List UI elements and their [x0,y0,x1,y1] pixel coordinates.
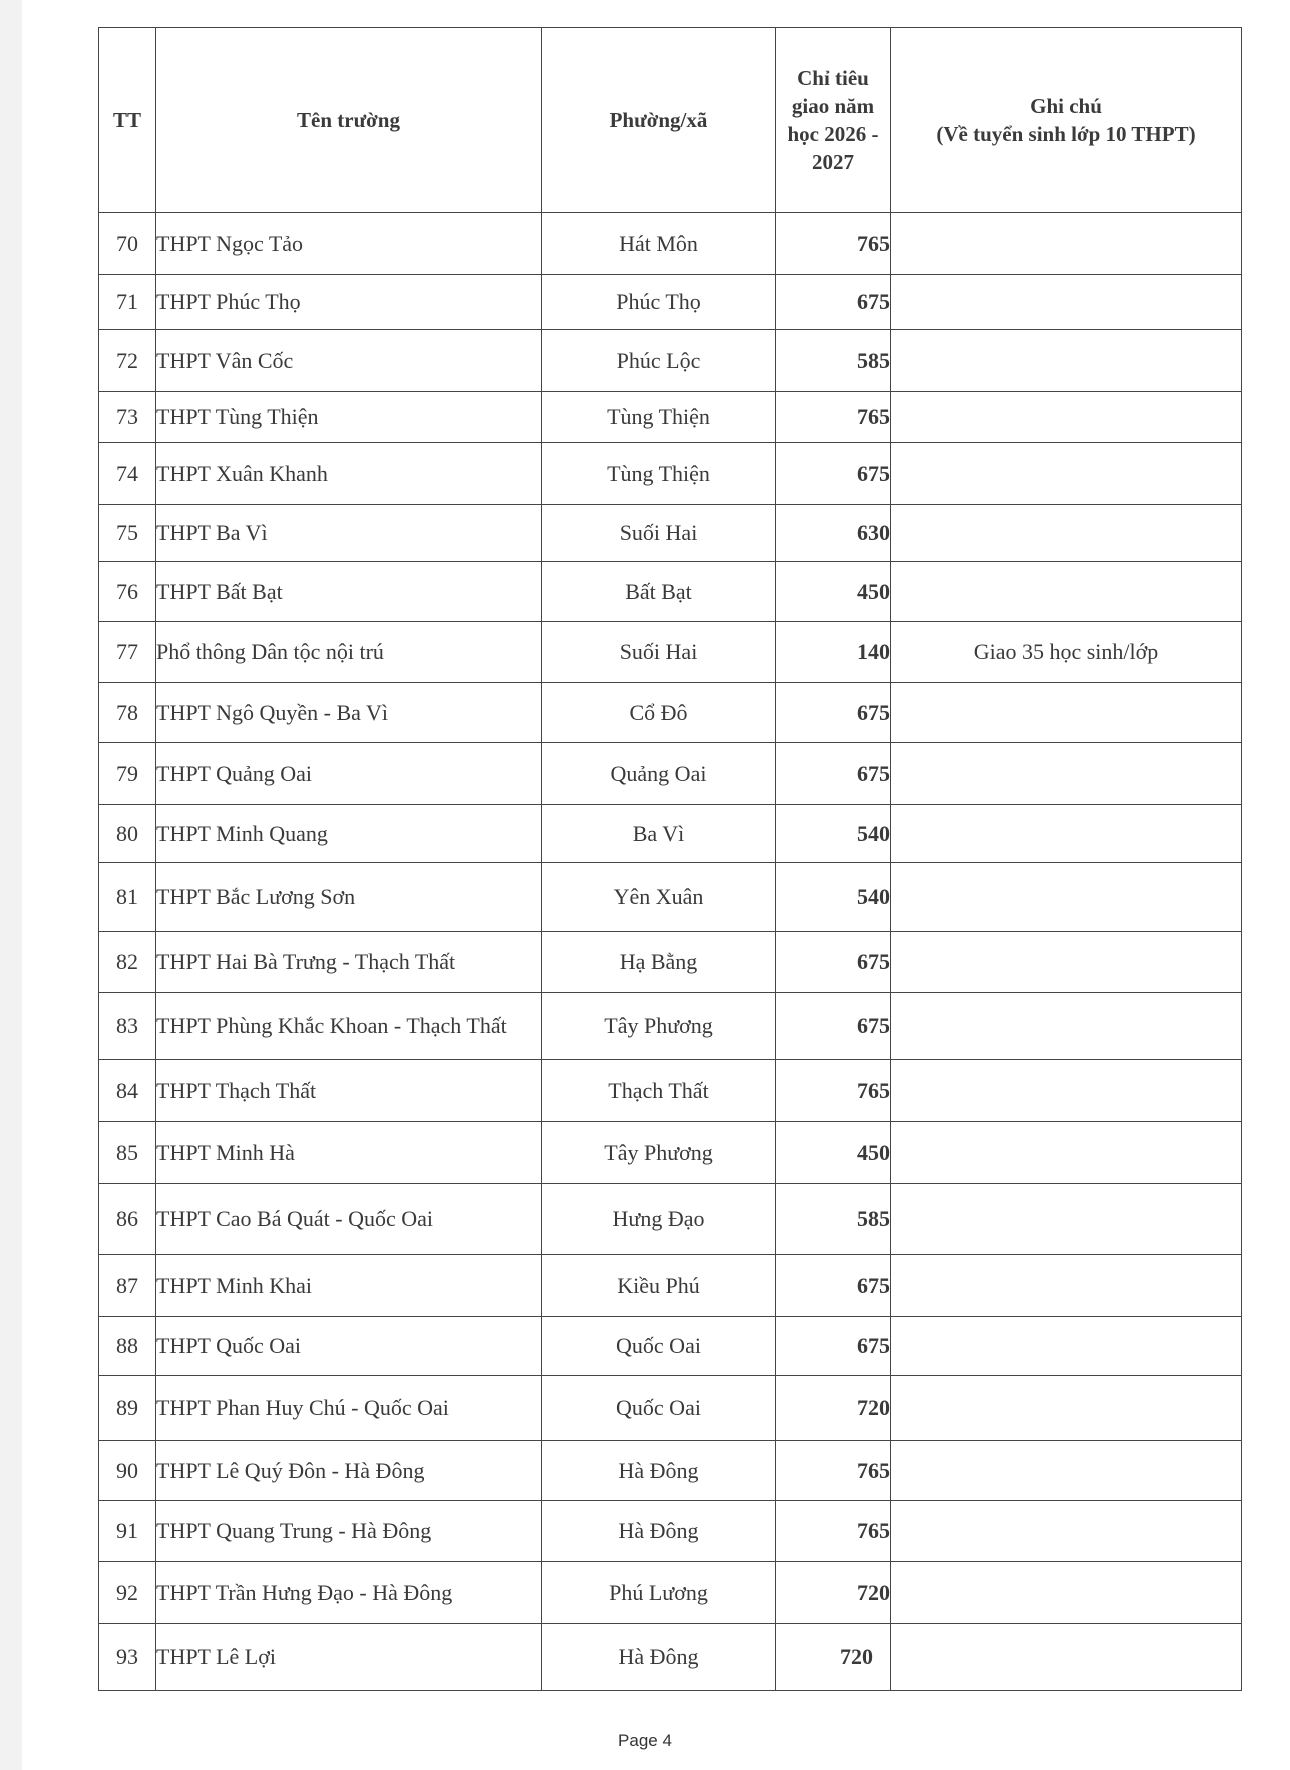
school-name: THPT Phan Huy Chú - Quốc Oai [156,1376,542,1441]
ward-name: Kiều Phú [542,1255,776,1317]
school-name: Phổ thông Dân tộc nội trú [156,622,542,683]
row-number: 71 [99,275,156,330]
quota-value: 675 [776,932,891,993]
row-number: 74 [99,443,156,505]
note-text [891,1624,1242,1691]
table-row [99,1501,1242,1562]
school-name: THPT Bất Bạt [156,562,542,622]
note-text [891,275,1242,330]
ward-name: Yên Xuân [542,863,776,932]
row-number: 93 [99,1624,156,1691]
table-row [99,743,1242,805]
school-name: THPT Quốc Oai [156,1317,542,1376]
row-number: 86 [99,1184,156,1255]
quota-value: 450 [776,562,891,622]
quota-value: 540 [776,805,891,863]
school-name: THPT Quang Trung - Hà Đông [156,1501,542,1562]
quota-value: 675 [776,275,891,330]
table-row [99,392,1242,443]
school-name: THPT Trần Hưng Đạo - Hà Đông [156,1562,542,1624]
table-row [99,1562,1242,1624]
quota-value: 675 [776,443,891,505]
header-quota [776,28,891,213]
quota-value: 140 [776,622,891,683]
ward-name: Tây Phương [542,1122,776,1184]
note-text [891,1060,1242,1122]
ward-name: Tùng Thiện [542,392,776,443]
table-row [99,805,1242,863]
ward-name: Tùng Thiện [542,443,776,505]
quota-value: 720 [776,1624,891,1691]
quota-value: 765 [776,1441,891,1501]
note-text [891,683,1242,743]
row-number: 78 [99,683,156,743]
school-name: THPT Ngô Quyền - Ba Vì [156,683,542,743]
row-number: 81 [99,863,156,932]
header-tt: TT [99,28,156,213]
table-row [99,275,1242,330]
table-row [99,1376,1242,1441]
table-row [99,1441,1242,1501]
note-text [891,443,1242,505]
ward-name: Phúc Lộc [542,330,776,392]
school-name: THPT Tùng Thiện [156,392,542,443]
row-number: 75 [99,505,156,562]
row-number: 77 [99,622,156,683]
school-quota-table [98,27,1242,1691]
header-school-name: Tên trường [156,28,542,213]
quota-value: 585 [776,1184,891,1255]
ward-name: Ba Vì [542,805,776,863]
row-number: 70 [99,213,156,275]
row-number: 89 [99,1376,156,1441]
note-text [891,1441,1242,1501]
school-name: THPT Phùng Khắc Khoan - Thạch Thất [156,993,542,1060]
header-quota-line: giao năm [791,94,875,118]
row-number: 76 [99,562,156,622]
note-text [891,505,1242,562]
quota-value: 540 [776,863,891,932]
ward-name: Hà Đông [542,1441,776,1501]
school-name: THPT Xuân Khanh [156,443,542,505]
ward-name: Quảng Oai [542,743,776,805]
table-row [99,562,1242,622]
note-text [891,1376,1242,1441]
quota-value: 765 [776,1060,891,1122]
table-row [99,1122,1242,1184]
school-name: THPT Phúc Thọ [156,275,542,330]
ward-name: Phú Lương [542,1562,776,1624]
row-number: 80 [99,805,156,863]
header-note [891,28,1242,213]
table-row [99,932,1242,993]
table-row [99,683,1242,743]
row-number: 91 [99,1501,156,1562]
page-number: Page 4 [618,1731,672,1750]
note-text [891,1122,1242,1184]
header-quota-line: Chỉ tiêu [797,66,869,90]
note-text: Giao 35 học sinh/lớp [891,622,1242,683]
quota-value: 585 [776,330,891,392]
ward-name: Hà Đông [542,1624,776,1691]
ward-name: Hạ Bằng [542,932,776,993]
note-text [891,1255,1242,1317]
note-text [891,1562,1242,1624]
header-ward: Phường/xã [542,28,776,213]
row-number: 88 [99,1317,156,1376]
header-note-line: (Về tuyển sinh lớp 10 THPT) [936,122,1196,146]
note-text [891,213,1242,275]
note-text [891,743,1242,805]
ward-name: Quốc Oai [542,1317,776,1376]
school-name: THPT Lê Lợi [156,1624,542,1691]
quota-value: 675 [776,743,891,805]
school-name: THPT Bắc Lương Sơn [156,863,542,932]
ward-name: Bất Bạt [542,562,776,622]
ward-name: Quốc Oai [542,1376,776,1441]
ward-name: Cổ Đô [542,683,776,743]
ward-name: Suối Hai [542,505,776,562]
header-note-line: Ghi chú [1030,94,1102,118]
note-text [891,392,1242,443]
school-name: THPT Minh Khai [156,1255,542,1317]
table-row [99,1060,1242,1122]
ward-name: Hà Đông [542,1501,776,1562]
table-body [99,213,1242,1691]
note-text [891,1184,1242,1255]
table-header-row [99,28,1242,213]
table-row [99,1317,1242,1376]
note-text [891,330,1242,392]
school-name: THPT Ba Vì [156,505,542,562]
school-name: THPT Quảng Oai [156,743,542,805]
quota-value: 765 [776,1501,891,1562]
quota-value: 720 [776,1562,891,1624]
table-row [99,213,1242,275]
school-name: THPT Minh Hà [156,1122,542,1184]
row-number: 87 [99,1255,156,1317]
row-number: 83 [99,993,156,1060]
viewer-left-margin [0,0,22,1770]
school-name: THPT Hai Bà Trưng - Thạch Thất [156,932,542,993]
ward-name: Suối Hai [542,622,776,683]
table-row [99,863,1242,932]
table-row [99,1255,1242,1317]
quota-value: 675 [776,1317,891,1376]
quota-value: 450 [776,1122,891,1184]
school-name: THPT Ngọc Tảo [156,213,542,275]
note-text [891,805,1242,863]
quota-value: 675 [776,683,891,743]
ward-name: Phúc Thọ [542,275,776,330]
note-text [891,863,1242,932]
ward-name: Hưng Đạo [542,1184,776,1255]
table-row [99,505,1242,562]
school-name: THPT Thạch Thất [156,1060,542,1122]
table-row [99,1624,1242,1691]
row-number: 84 [99,1060,156,1122]
school-name: THPT Cao Bá Quát - Quốc Oai [156,1184,542,1255]
school-name: THPT Lê Quý Đôn - Hà Đông [156,1441,542,1501]
table-row [99,622,1242,683]
table-row [99,1184,1242,1255]
ward-name: Hát Môn [542,213,776,275]
note-text [891,562,1242,622]
ward-name: Tây Phương [542,993,776,1060]
header-quota-line: học 2026 - [787,122,879,146]
row-number: 73 [99,392,156,443]
table-row [99,993,1242,1060]
table-row [99,330,1242,392]
quota-value: 675 [776,1255,891,1317]
quota-value: 720 [776,1376,891,1441]
row-number: 85 [99,1122,156,1184]
quota-value: 765 [776,213,891,275]
ward-name: Thạch Thất [542,1060,776,1122]
row-number: 79 [99,743,156,805]
quota-value: 675 [776,993,891,1060]
note-text [891,1317,1242,1376]
note-text [891,932,1242,993]
row-number: 92 [99,1562,156,1624]
quota-value: 765 [776,392,891,443]
row-number: 90 [99,1441,156,1501]
row-number: 72 [99,330,156,392]
row-number: 82 [99,932,156,993]
note-text [891,993,1242,1060]
header-quota-line: 2027 [812,150,854,174]
school-name: THPT Vân Cốc [156,330,542,392]
quota-value: 630 [776,505,891,562]
school-name: THPT Minh Quang [156,805,542,863]
table-row [99,443,1242,505]
note-text [891,1501,1242,1562]
